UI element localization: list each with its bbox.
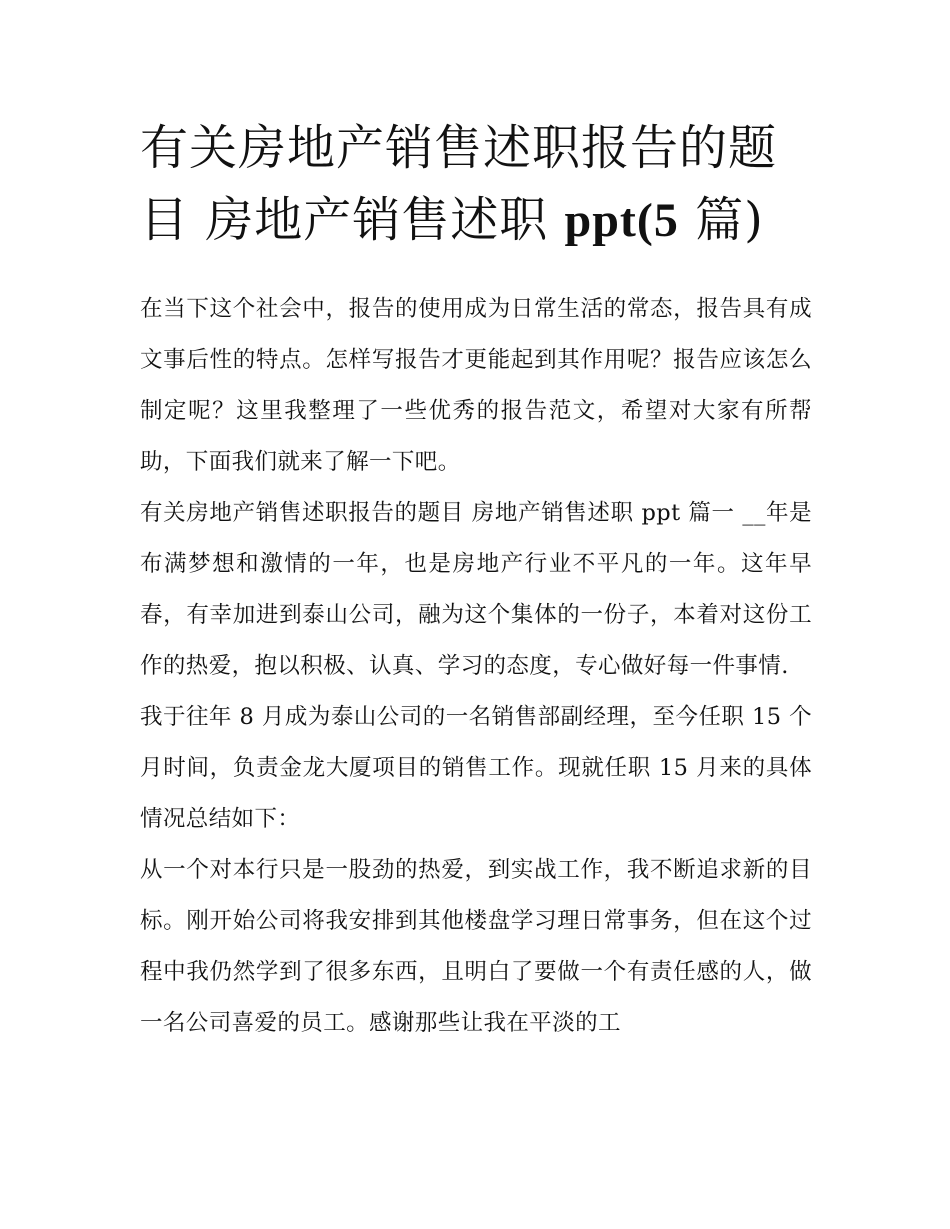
title-text-part1: 有关房地产销售述职报告的题目 房地产销售述职 [140, 120, 778, 248]
document-content [140, 112, 812, 1049]
document-title [140, 112, 812, 257]
title-text-latin: ppt(5 [564, 194, 679, 247]
tenure-paragraph: 我于往年 8 月成为泰山公司的一名销售部副经理，至今任职 15 个月时间，负责金龙大厦项目的销售工作。现就任职 15 月来的具体情况总结如下： [140, 704, 812, 832]
experience-paragraph: 从一个对本行只是一股劲的热爱，到实战工作，我不断追求新的目标。刚开始公司将我安排到其他楼盘学习理日常事务，但在这个过程中我仍然学到了很多东西，且明白了要做一个有责任感的人，做一名公司喜爱的员工。感谢那些让我在平淡的工 [140, 857, 812, 1036]
title-text-part2: 篇) [678, 192, 764, 248]
intro-paragraph: 在当下这个社会中，报告的使用成为日常生活的常态，报告具有成文事后性的特点。怎样写报告才更能起到其作用呢？报告应该怎么制定呢？这里我整理了一些优秀的报告范文，希望对大家有所帮助，下面我们就来了解一下吧。 [140, 296, 812, 475]
section-one-paragraph: 有关房地产销售述职报告的题目 房地产销售述职 ppt 篇一 __年是布满梦想和激情的一年，也是房地产行业不平凡的一年。这年早春，有幸加进到泰山公司，融为这个集体的一份子，本着对这份工作的热爱，抱以积极、认真、学习的态度，专心做好每一件事情. [140, 500, 812, 679]
